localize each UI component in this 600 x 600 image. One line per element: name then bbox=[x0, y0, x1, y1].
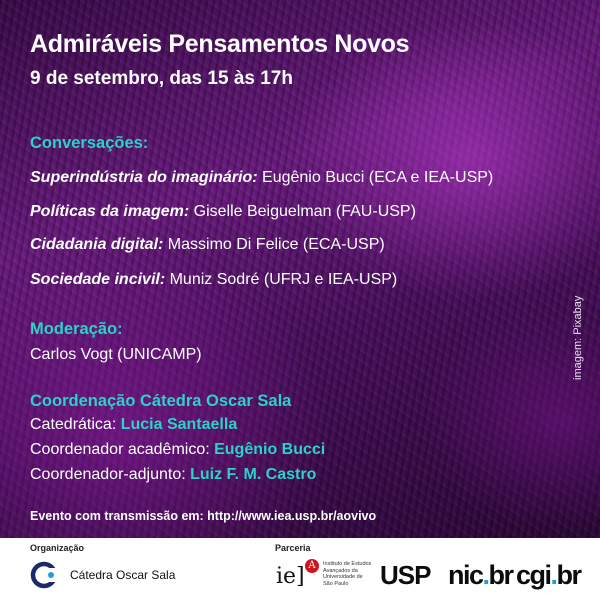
role-label: Coordenador acadêmico: bbox=[30, 441, 215, 458]
nic-dot: . bbox=[482, 560, 489, 590]
cgi-dot: . bbox=[550, 560, 557, 590]
iea-logo: ie] bbox=[276, 564, 305, 589]
nic-br-logo bbox=[448, 560, 513, 591]
role-label: Catedrática: bbox=[30, 416, 121, 433]
conversation-speaker: Muniz Sodré (UFRJ e IEA-USP) bbox=[165, 271, 398, 288]
image-credit: imagem: Pixabay bbox=[572, 295, 584, 380]
conversation-topic: Superindústria do imaginário: bbox=[30, 169, 258, 186]
coordination-role bbox=[30, 416, 237, 434]
conversation-topic: Sociedade incivil: bbox=[30, 271, 166, 288]
nic-main: nic bbox=[448, 560, 483, 590]
conversation-topic: Cidadania digital: bbox=[30, 236, 164, 253]
organization-label: Organização bbox=[30, 543, 85, 553]
moderation-heading: Moderação: bbox=[30, 320, 123, 338]
moderator-name: Carlos Vogt (UNICAMP) bbox=[30, 346, 202, 363]
conversation-item bbox=[30, 236, 385, 254]
coordination-role bbox=[30, 441, 325, 459]
event-date: 9 de setembro, das 15 às 17h bbox=[30, 68, 293, 89]
coordination-role bbox=[30, 466, 316, 484]
iea-name: Instituto de Estudos Avançados da Universidade de São Paulo bbox=[323, 561, 372, 587]
event-title: Admiráveis Pensamentos Novos bbox=[30, 30, 410, 58]
role-label: Coordenador-adjunto: bbox=[30, 466, 191, 483]
role-name: Lucia Santaella bbox=[120, 416, 238, 433]
conversation-topic: Políticas da imagem: bbox=[30, 203, 190, 220]
sponsor-bar bbox=[0, 538, 600, 600]
conversation-speaker: Massimo Di Felice (ECA-USP) bbox=[163, 236, 385, 253]
conversation-item bbox=[30, 169, 493, 187]
coordination-heading: Coordenação Cátedra Oscar Sala bbox=[30, 392, 292, 410]
nic-tld: br bbox=[488, 560, 513, 590]
organization-name: Cátedra Oscar Sala bbox=[70, 568, 176, 582]
cgi-tld: br bbox=[556, 560, 581, 590]
conversations-heading: Conversações: bbox=[30, 134, 149, 152]
conversation-speaker: Giselle Beiguelman (FAU-USP) bbox=[189, 203, 416, 220]
role-name: Eugênio Bucci bbox=[214, 441, 326, 458]
catedra-logo-icon bbox=[30, 560, 66, 590]
conversation-item bbox=[30, 271, 397, 289]
conversation-speaker: Eugênio Bucci (ECA e IEA-USP) bbox=[257, 169, 494, 186]
conversation-item bbox=[30, 203, 416, 221]
cgi-main: cgi bbox=[516, 560, 551, 590]
usp-logo: USP bbox=[380, 560, 431, 590]
cgi-br-logo bbox=[516, 560, 581, 591]
transmission-link[interactable]: Evento com transmissão em: http://www.iea.usp.br/aovivo bbox=[30, 509, 377, 523]
role-name: Luiz F. M. Castro bbox=[190, 466, 317, 483]
iea-badge-icon: A bbox=[305, 559, 319, 573]
partners-label: Parceria bbox=[275, 543, 311, 553]
